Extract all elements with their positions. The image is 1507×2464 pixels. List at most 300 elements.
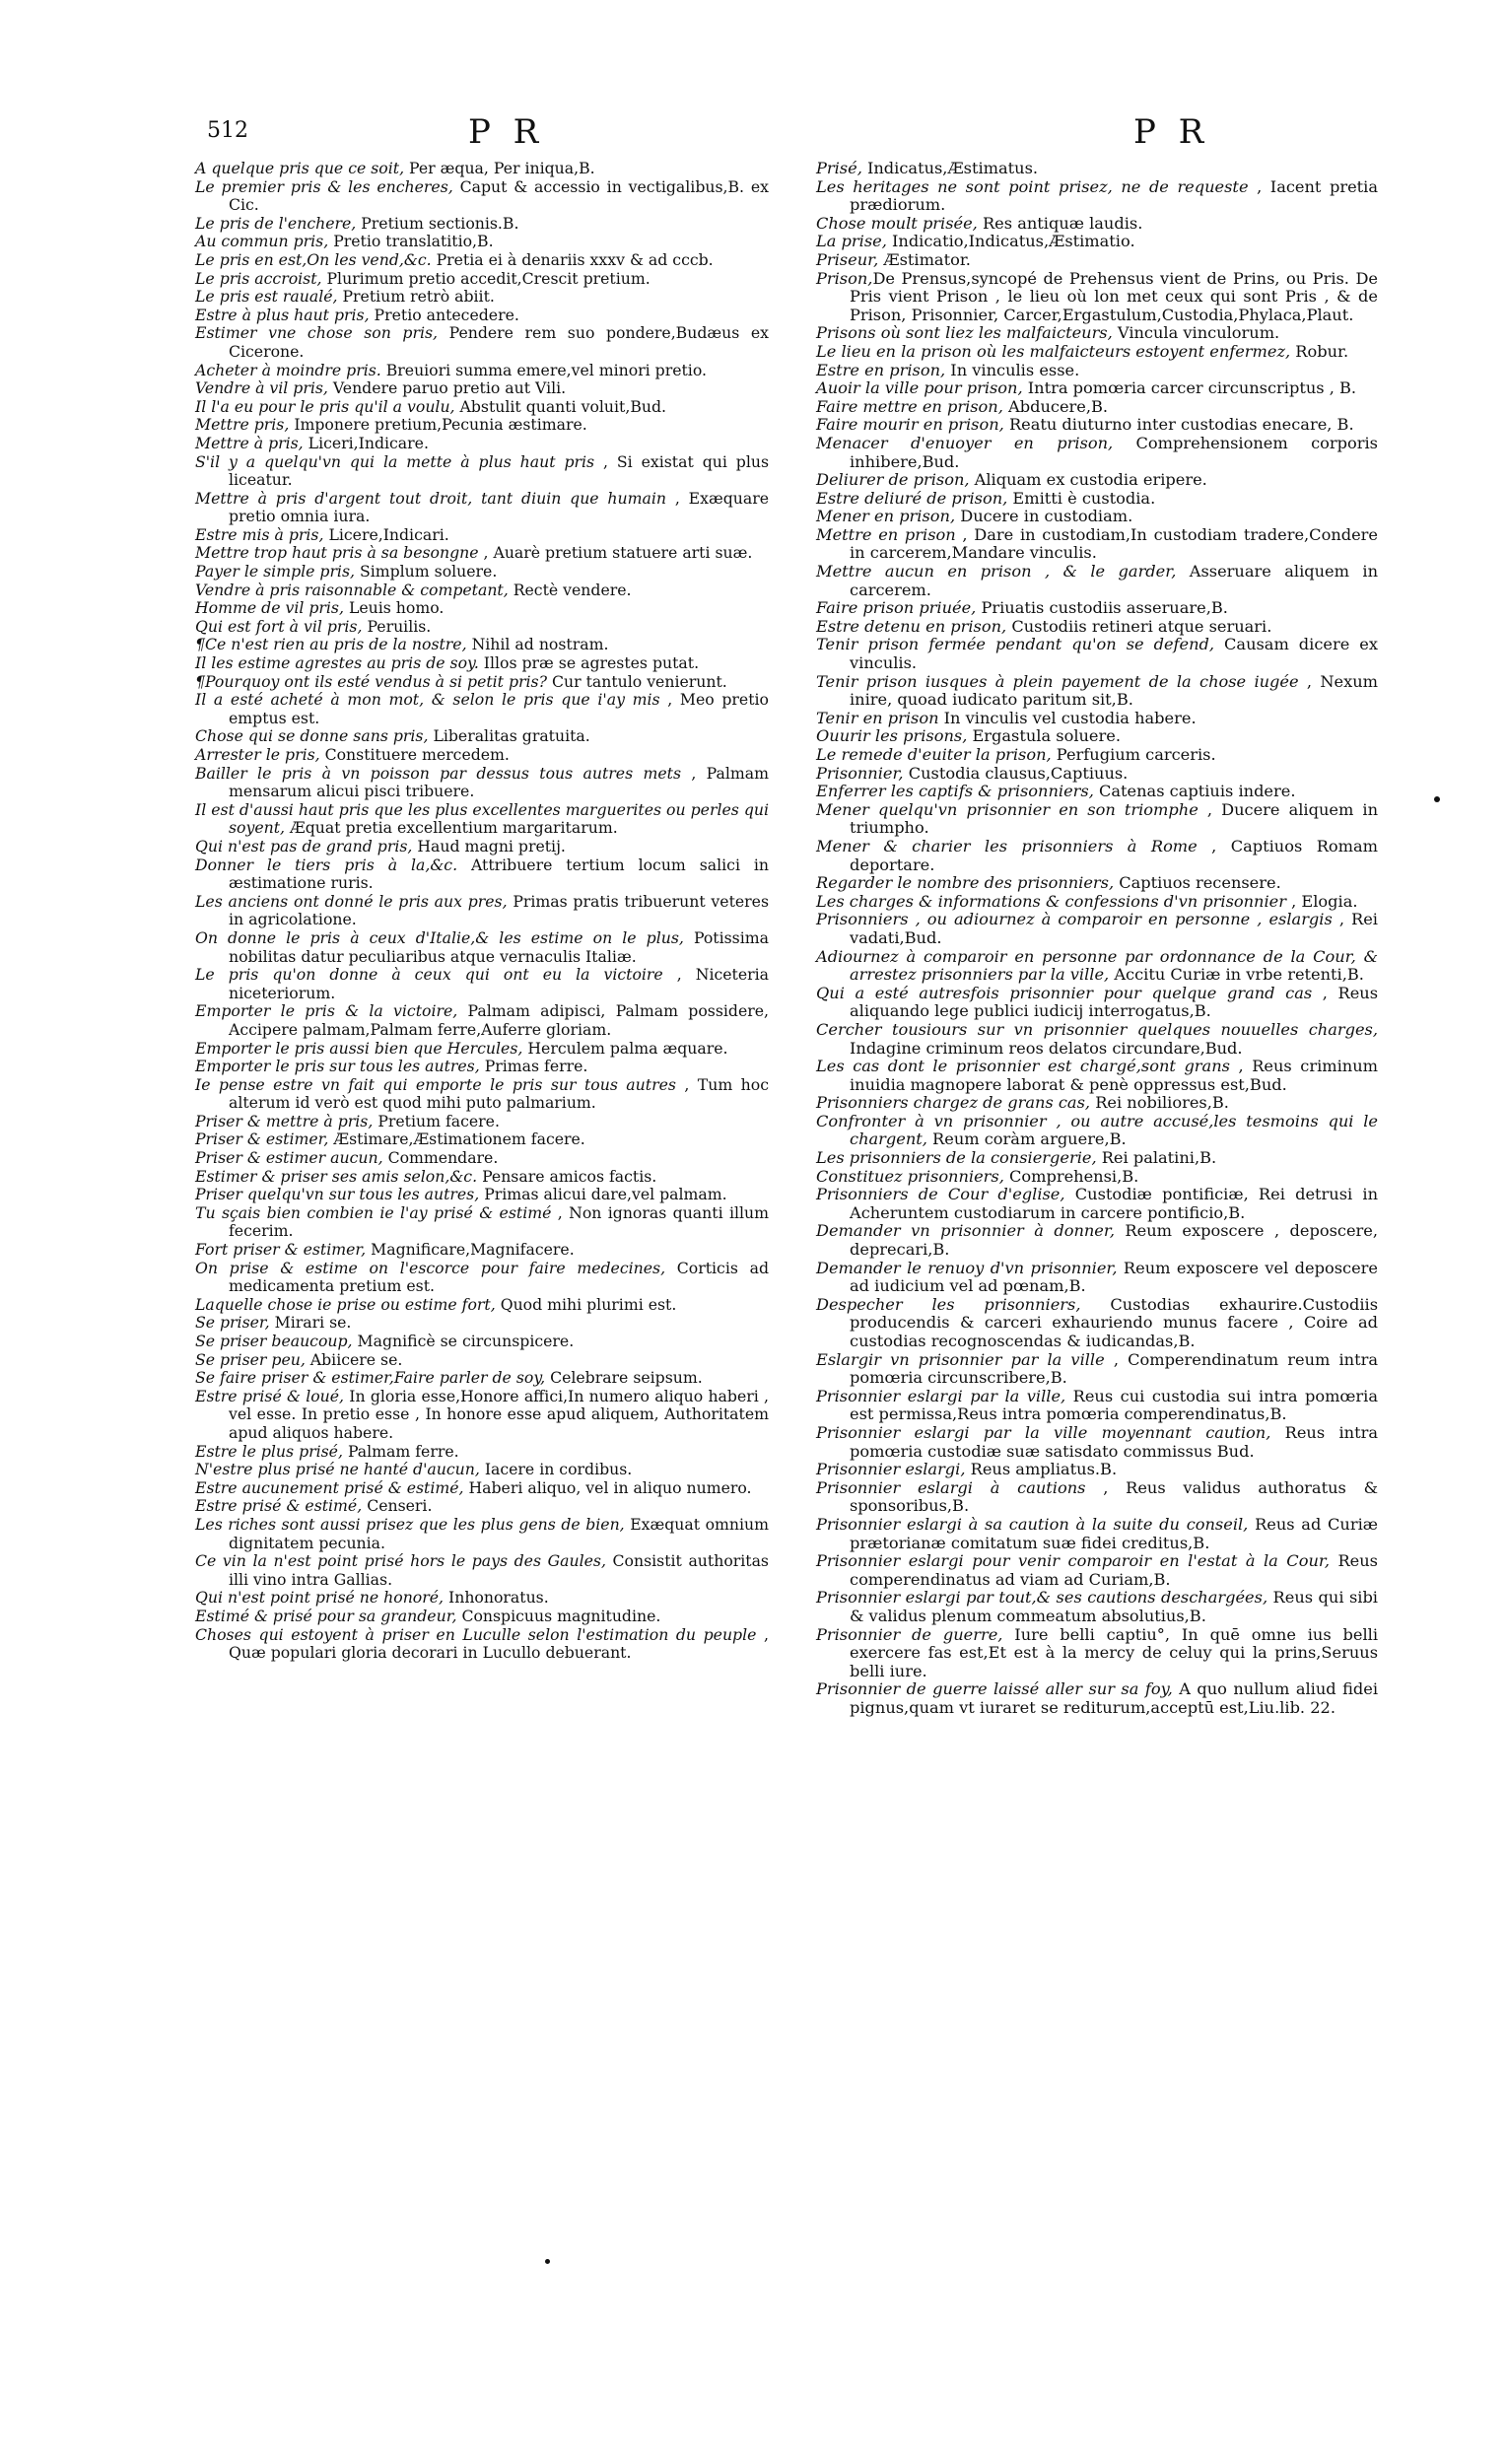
entry-translation: Reum coràm arguere,B.: [926, 1129, 1127, 1149]
entry-translation: Rei palatini,B.: [1096, 1148, 1217, 1168]
entry-translation: Leuis homo.: [343, 598, 445, 618]
dictionary-entry: [195, 1351, 769, 1370]
dictionary-entry: [195, 1314, 769, 1333]
dictionary-entry: [816, 801, 1378, 838]
entry-translation: , Non ignoras quanti illum fecerim.: [229, 1202, 769, 1241]
dictionary-entry: [816, 270, 1378, 325]
dictionary-entry: [195, 1479, 769, 1498]
entry-headword: Eslargir vn prisonnier par la ville: [816, 1349, 1105, 1369]
entry-translation: , Palmam mensarum alicui pisci tribuere.: [229, 763, 769, 801]
dictionary-entry: [816, 727, 1378, 746]
entry-translation: Conspicuus magnitudine.: [456, 1606, 661, 1625]
dictionary-entry: [816, 1552, 1378, 1589]
entry-translation: Captiuos recensere.: [1114, 873, 1281, 893]
dictionary-entry: [816, 362, 1378, 380]
dictionary-entry: [816, 838, 1378, 874]
entry-headword: Tu sçais bien combien ie l'ay prisé & estimé: [195, 1202, 552, 1222]
dictionary-entry: [195, 801, 769, 838]
entry-translation: Emitti è custodia.: [1007, 488, 1156, 508]
dictionary-entry: [195, 1626, 769, 1663]
entry-translation: , Captiuos Romam deportare.: [850, 836, 1378, 874]
entry-translation: , Ducere aliquem in triumpho.: [850, 799, 1378, 838]
entry-headword: Arrester le pris,: [195, 745, 320, 764]
entry-headword: Le pris est raualé,: [195, 287, 338, 307]
entry-translation: Magnificare,Magnifacere.: [366, 1240, 575, 1260]
dictionary-entry: [816, 1479, 1378, 1516]
entry-translation: Iure belli captiu°, In quē omne ius belli exercere fas est,Et est à la mercy de celuy qui la prins,Seruus belli iure.: [850, 1624, 1378, 1680]
entry-translation: , Comperendinatum reum intra pomœria circunscribere,B.: [850, 1349, 1378, 1388]
entry-translation: Magnificè se circunspicere.: [352, 1332, 575, 1350]
entry-translation: , Niceteria niceteriorum.: [229, 965, 769, 1002]
entry-headword: Mettre aucun en prison , & le garder,: [816, 562, 1177, 582]
entry-translation: Pretio translatitio,B.: [328, 232, 494, 251]
dictionary-entry: [816, 251, 1378, 270]
running-head-left: P R: [468, 112, 545, 152]
entry-translation: In vinculis esse.: [945, 360, 1080, 379]
entry-headword: Le pris de l'enchere,: [195, 213, 357, 233]
entry-headword: Prisonnier eslargi par tout,& ses cautions deschargées,: [816, 1588, 1268, 1608]
entry-headword: Tenir prison fermée pendant qu'on se defend,: [816, 635, 1215, 654]
entry-headword: Laquelle chose ie prise ou estime fort,: [195, 1294, 496, 1314]
entry-headword: Faire mettre en prison,: [816, 396, 1003, 416]
dictionary-entry: [816, 1351, 1378, 1388]
entry-translation: Æquat pretia excellentium margaritarum.: [285, 818, 618, 838]
entry-translation: Perfugium carceris.: [1051, 745, 1216, 764]
entry-translation: Indicatus,Æstimatus.: [861, 159, 1039, 177]
entry-headword: Emporter le pris aussi bien que Hercules,: [195, 1038, 523, 1058]
entry-translation: Plurimum pretio accedit,Crescit pretium.: [321, 268, 651, 288]
entry-headword: Le pris en est,On les vend,&c.: [195, 249, 432, 269]
dictionary-entry: [195, 1552, 769, 1589]
entry-headword: Enferrer les captifs & prisonniers,: [816, 782, 1094, 801]
entry-headword: Qui n'est point prisé ne honoré,: [195, 1588, 445, 1608]
entry-headword: Il est d'aussi haut pris que les plus excellentes marguerites ou perles qui soyent,: [195, 799, 769, 838]
entry-headword: Prisonnier,: [816, 763, 904, 783]
entry-translation: Reus ad Curiæ prætorianæ comitatum suæ fidei creditus,B.: [850, 1514, 1378, 1552]
dictionary-entry: [195, 1589, 769, 1608]
entry-translation: Pretia ei à denariis xxxv & ad cccb.: [431, 249, 714, 269]
entry-headword: Donner le tiers pris à la,&c.: [195, 855, 458, 874]
entry-headword: Estre en prison,: [816, 360, 946, 379]
dictionary-entry: [195, 544, 769, 563]
entry-translation: Peruilis.: [362, 616, 432, 636]
entry-translation: , Tum hoc alterum id verò est quod mihi puto palmarium.: [229, 1074, 769, 1113]
entry-translation: Robur.: [1290, 341, 1349, 361]
entry-headword: Acheter à moindre pris.: [195, 360, 381, 379]
dictionary-entry: [816, 324, 1378, 343]
dictionary-entry: [195, 582, 769, 600]
entry-translation: , Elogia.: [1285, 891, 1358, 911]
entry-headword: Prisonnier eslargi par la ville moyennant caution,: [816, 1422, 1271, 1442]
dictionary-entry: [195, 966, 769, 1002]
entry-headword: Prison,: [816, 268, 873, 288]
dictionary-entry: [195, 1113, 769, 1131]
entry-translation: , Rei vadati,Bud.: [850, 910, 1378, 947]
entry-headword: Demander vn prisonnier à donner,: [816, 1221, 1115, 1241]
dictionary-entry: [816, 1021, 1378, 1058]
entry-headword: Prisonniers , ou adiournez à comparoir en personne , eslargis: [816, 910, 1333, 929]
entry-headword: Estre aucunement prisé & estimé,: [195, 1477, 464, 1497]
dictionary-entry: [816, 1058, 1378, 1094]
stray-mark: [1434, 796, 1440, 802]
dictionary-entry: [195, 270, 769, 289]
dictionary-entry: [816, 1424, 1378, 1461]
entry-translation: Licere,Indicari.: [323, 524, 449, 544]
entry-translation: Comprehensionem corporis inhibere,Bud.: [850, 433, 1378, 471]
dictionary-entry: [195, 416, 769, 435]
dictionary-entry: [816, 160, 1378, 178]
entry-translation: Abiicere se.: [305, 1349, 403, 1369]
entry-translation: Æstimare,Æstimationem facere.: [328, 1129, 585, 1149]
dictionary-entry: [195, 1040, 769, 1059]
entry-translation: Custodias exhaurire.Custodiis producendis & carceri exhauriendo munus facere , Coire ad custodias recognoscendas & iudicandas,B.: [850, 1294, 1378, 1350]
entry-translation: , Reus validus authoratus & sponsoribus,B.: [850, 1477, 1378, 1516]
entry-headword: Payer le simple pris,: [195, 562, 355, 582]
dictionary-entry: [816, 673, 1378, 710]
dictionary-entry: [195, 1260, 769, 1296]
entry-headword: Prisonnier eslargi pour venir comparoir en l'estat à la Cour,: [816, 1551, 1330, 1571]
entry-headword: Priser & estimer aucun,: [195, 1148, 383, 1168]
dictionary-entry: [195, 654, 769, 673]
entry-translation: A quo nullum aliud fidei pignus,quam vt iuraret se rediturum,acceptū est,Liu.lib. 22.: [850, 1679, 1378, 1717]
entry-headword: Estimé & prisé pour sa grandeur,: [195, 1606, 457, 1625]
entry-headword: Despecher les prisonniers,: [816, 1294, 1081, 1314]
dictionary-entry: [195, 1076, 769, 1113]
entry-headword: Qui a esté autresfois prisonnier pour quelque grand cas: [816, 983, 1313, 1002]
entry-headword: Menacer d'enuoyer en prison,: [816, 433, 1114, 452]
entry-headword: On prise & estime on l'escorce pour faire medecines,: [195, 1258, 666, 1277]
entry-translation: Exæquat omnium dignitatem pecunia.: [229, 1514, 769, 1552]
entry-headword: Faire prison priuée,: [816, 598, 977, 618]
dictionary-entry: [816, 1186, 1378, 1222]
dictionary-entry: [195, 893, 769, 929]
entry-headword: Fort priser & estimer,: [195, 1240, 367, 1260]
entry-headword: Adiournez à comparoir en personne par ordonnance de la Cour, & arrestez prisonniers par la ville,: [816, 946, 1378, 985]
dictionary-entry: [816, 398, 1378, 417]
dictionary-entry: [195, 526, 769, 545]
entry-headword: Au commun pris,: [195, 232, 329, 251]
dictionary-entry: [816, 636, 1378, 672]
entry-headword: Qui est fort à vil pris,: [195, 616, 363, 636]
entry-headword: Ce vin la n'est point prisé hors le pays des Gaules,: [195, 1551, 606, 1571]
entry-translation: Mirari se.: [269, 1313, 352, 1333]
entry-translation: Haud magni pretij.: [412, 836, 566, 856]
entry-translation: Vendere paruo pretio aut Vili.: [327, 378, 567, 398]
dictionary-entry: [195, 362, 769, 380]
entry-headword: Priser & estimer,: [195, 1129, 329, 1149]
entry-translation: , Reus aliquando lege publici iudicij interrogatus,B.: [850, 983, 1379, 1021]
entry-translation: Palmam ferre.: [342, 1441, 459, 1461]
entry-translation: Custodia clausus,Captiuus.: [903, 763, 1129, 783]
dictionary-entry: [195, 288, 769, 307]
entry-translation: Pretium sectionis.B.: [356, 213, 519, 233]
dictionary-entry: [816, 1222, 1378, 1259]
entry-headword: Le premier pris & les encheres,: [195, 176, 453, 196]
dictionary-entry: [195, 929, 769, 966]
dictionary-entry: [195, 398, 769, 417]
dictionary-entry: [816, 1461, 1378, 1479]
entry-headword: Priser & mettre à pris,: [195, 1111, 374, 1130]
entry-translation: Caput & accessio in vectigalibus,B. ex Cic.: [229, 176, 769, 215]
dictionary-entry: [816, 526, 1378, 563]
dictionary-entry: [195, 215, 769, 234]
entry-translation: Pretium retrò abiit.: [337, 287, 495, 307]
dictionary-entry: [816, 1260, 1378, 1296]
dictionary-entry: [816, 1113, 1378, 1149]
dictionary-entry: [816, 508, 1378, 526]
entry-translation: , Exæquare pretio omnia iura.: [229, 488, 769, 526]
entry-translation: Æstimator.: [878, 249, 971, 269]
dictionary-entry: [195, 1241, 769, 1260]
dictionary-entry: [195, 1369, 769, 1388]
entry-headword: On donne le pris à ceux d'Italie,& les estime on le plus,: [195, 927, 684, 947]
dictionary-entry: [195, 1388, 769, 1443]
dictionary-entry: [195, 636, 769, 654]
entry-headword: Chose moult prisée,: [816, 213, 978, 233]
entry-translation: Custodiæ pontificiæ, Rei detrusi in Acheruntem custodiarum in carcere pontificio,B.: [850, 1185, 1378, 1222]
entry-headword: Qui n'est pas de grand pris,: [195, 836, 413, 856]
entry-translation: Indicatio,Indicatus,Æstimatio.: [886, 232, 1135, 251]
entry-translation: Reus intra pomœria custodiæ suæ satisdato commissus Bud.: [850, 1422, 1378, 1461]
dictionary-entry: [195, 1168, 769, 1187]
dictionary-entry: [195, 838, 769, 856]
dictionary-entry: [195, 599, 769, 618]
entry-headword: Demander le renuoy d'vn prisonnier,: [816, 1258, 1118, 1277]
entry-headword: Tenir en prison: [816, 708, 939, 727]
entry-headword: Estre à plus haut pris,: [195, 305, 370, 324]
entry-headword: S'il y a quelqu'vn qui la mette à plus haut pris: [195, 451, 595, 471]
entry-headword: Prisons où sont liez les malfaicteurs,: [816, 323, 1113, 343]
dictionary-entry: [816, 710, 1378, 728]
entry-translation: Abstulit quanti voluit,Bud.: [454, 396, 666, 416]
dictionary-entry: [195, 251, 769, 270]
entry-translation: Potissima nobilitas datur peculiaribus atque vernaculis Italiæ.: [229, 927, 769, 966]
entry-headword: La prise,: [816, 232, 887, 251]
entry-headword: N'estre plus prisé ne hanté d'aucun,: [195, 1460, 480, 1479]
entry-headword: Regarder le nombre des prisonniers,: [816, 873, 1115, 893]
entry-translation: Liceri,Indicare.: [303, 433, 429, 452]
dictionary-entry: [195, 1608, 769, 1626]
dictionary-entry: [816, 783, 1378, 801]
entry-translation: , Si existat qui plus liceatur.: [229, 451, 769, 490]
entry-translation: Reus cui custodia sui intra pomœria est permissa,Reus intra pomœria comperendinatus,B.: [850, 1386, 1378, 1424]
entry-translation: Herculem palma æquare.: [522, 1038, 728, 1058]
dictionary-entry: [816, 1094, 1378, 1113]
dictionary-entry: [816, 416, 1378, 435]
entry-headword: Mener & charier les prisonniers à Rome: [816, 836, 1198, 856]
page-number: 512: [207, 118, 248, 143]
dictionary-entry: [816, 1388, 1378, 1424]
entry-headword: Mettre pris,: [195, 415, 290, 435]
dictionary-entry: [195, 435, 769, 453]
entry-translation: Accitu Curiæ in vrbe retenti,B.: [1109, 965, 1364, 985]
entry-headword: Prisonnier eslargi par la ville,: [816, 1386, 1066, 1405]
entry-translation: Vincula vinculorum.: [1112, 323, 1280, 343]
entry-translation: Indagine criminum reos delatos circundare,Bud.: [850, 1038, 1243, 1058]
entry-headword: Il les estime agrestes au pris de soy.: [195, 653, 479, 673]
entry-translation: , Nexum inire, quoad iudicato paritum sit,B.: [850, 671, 1378, 710]
entry-headword: Auoir la ville pour prison,: [816, 378, 1023, 398]
dictionary-entry: [816, 563, 1378, 599]
dictionary-entry: [816, 1149, 1378, 1168]
entry-translation: Reus ampliatus.B.: [965, 1460, 1118, 1479]
entry-translation: , Auarè pretium statuere arti suæ.: [478, 543, 753, 563]
entry-headword: Les cas dont le prisonnier est chargé,sont grans: [816, 1057, 1230, 1076]
entry-headword: Les heritages ne sont point prisez, ne de requeste: [816, 176, 1249, 196]
entry-translation: , Meo pretio emptus est.: [229, 690, 769, 727]
entry-headword: Estimer vne chose son pris,: [195, 323, 438, 343]
entry-headword: Cercher tousiours sur vn prisonnier quelques nouuelles charges,: [816, 1019, 1378, 1039]
entry-headword: Mettre à pris,: [195, 433, 304, 452]
entry-headword: Prisé,: [816, 159, 862, 177]
entry-headword: Mettre trop haut pris à sa besongne: [195, 543, 479, 563]
dictionary-entry: [816, 874, 1378, 893]
dictionary-entry: [816, 490, 1378, 509]
entry-translation: Pendere rem suo pondere,Budæus ex Cicerone.: [229, 323, 769, 361]
dictionary-entry: [195, 324, 769, 361]
entry-headword: Prisonnier eslargi,: [816, 1460, 966, 1479]
entry-headword: Vendre à vil pris,: [195, 378, 328, 398]
dictionary-entry: [816, 1168, 1378, 1187]
entry-translation: Primas pratis tribuerunt veteres in agricolatione.: [229, 891, 770, 929]
dictionary-entry: [816, 985, 1378, 1021]
dictionary-entry: [195, 727, 769, 746]
entry-translation: Reum exposcere , deposcere, deprecari,B.: [850, 1221, 1378, 1260]
dictionary-entry: [816, 765, 1378, 784]
entry-headword: Le pris qu'on donne à ceux qui ont eu la victoire: [195, 965, 663, 985]
entry-translation: Res antiquæ laudis.: [977, 213, 1143, 233]
entry-headword: Ie pense estre vn fait qui emporte le pris sur tous autres: [195, 1074, 676, 1094]
dictionary-entry: [195, 1497, 769, 1516]
entry-headword: Faire mourir en prison,: [816, 415, 1004, 435]
entry-headword: Priseur,: [816, 249, 879, 269]
entry-headword: Constituez prisonniers,: [816, 1166, 1004, 1186]
dictionary-entry: [195, 618, 769, 637]
entry-headword: Prisonnier de guerre laissé aller sur sa foy,: [816, 1679, 1173, 1699]
entry-translation: Rei nobiliores,B.: [1090, 1093, 1229, 1113]
entry-translation: Pensare amicos factis.: [477, 1166, 657, 1186]
entry-headword: Se faire priser & estimer,Faire parler de soy,: [195, 1368, 546, 1388]
entry-headword: Bailler le pris à vn poisson par dessus tous autres mets: [195, 763, 681, 783]
entry-translation: , Quæ populari gloria decorari in Lucullo debuerant.: [229, 1624, 769, 1663]
entry-translation: Breuiori summa emere,vel minori pretio.: [380, 360, 707, 379]
entry-translation: Reus qui sibi & validus plenum commeatum absolutius,B.: [850, 1588, 1378, 1625]
entry-translation: Ducere in custodiam.: [955, 507, 1133, 526]
running-head-right: P R: [1133, 112, 1210, 152]
dictionary-entry: [195, 178, 769, 215]
entry-headword: Mener quelqu'vn prisonnier en son triomphe: [816, 799, 1199, 819]
entry-headword: Prisonnier eslargi à cautions: [816, 1477, 1086, 1497]
entry-translation: Ergastula soluere.: [967, 726, 1121, 746]
dictionary-entry: [816, 1589, 1378, 1625]
dictionary-entry: [195, 563, 769, 582]
entry-translation: , Iacent pretia prædiorum.: [850, 176, 1378, 215]
entry-translation: Priuatis custodiis asseruare,B.: [976, 598, 1228, 618]
entry-headword: Se priser beaucoup,: [195, 1332, 353, 1350]
dictionary-entry: [816, 379, 1378, 398]
dictionary-entry: [195, 746, 769, 765]
entry-translation: Liberalitas gratuita.: [428, 726, 590, 746]
entry-headword: Mettre en prison: [816, 524, 956, 544]
entry-headword: Estre le plus prisé,: [195, 1441, 343, 1461]
dictionary-entry: [195, 307, 769, 325]
dictionary-entry: [195, 1443, 769, 1462]
entry-headword: Se priser,: [195, 1313, 270, 1333]
dictionary-entry: [195, 1186, 769, 1204]
dictionary-entry: [816, 1680, 1378, 1717]
entry-headword: Se priser peu,: [195, 1349, 306, 1369]
dictionary-entry: [816, 471, 1378, 490]
dictionary-entry: [195, 765, 769, 801]
entry-headword: Estre prisé & loué,: [195, 1386, 345, 1405]
entry-translation: Reus comperendinatus ad viam ad Curiam,B.: [850, 1551, 1378, 1589]
entry-translation: Custodiis retineri atque seruari.: [1006, 616, 1272, 636]
dictionary-entry: [816, 1516, 1378, 1552]
dictionary-entry: [195, 691, 769, 727]
dictionary-entry: [816, 178, 1378, 215]
entry-translation: Quod mihi plurimi est.: [495, 1294, 677, 1314]
entry-headword: Estre deliuré de prison,: [816, 488, 1008, 508]
entry-translation: In gloria esse,Honore affici,In numero aliquo haberi , vel esse. In pretio esse , In honore esse apud aliquem, Authoritatem apud aliquos habere.: [229, 1386, 769, 1442]
entry-headword: Prisonniers de Cour d'eglise,: [816, 1185, 1065, 1204]
entry-translation: , Reus criminum inuidia magnopere laborat & penè oppressus est,Bud.: [850, 1057, 1378, 1094]
entry-translation: , Dare in custodiam,In custodiam tradere,Condere in carcerem,Mandare vinculis.: [850, 524, 1378, 563]
entry-headword: Estimer & priser ses amis selon,&c.: [195, 1166, 478, 1186]
dictionary-entry: [816, 893, 1378, 912]
entry-headword: Chose qui se donne sans pris,: [195, 726, 429, 746]
dictionary-entry: [195, 379, 769, 398]
entry-headword: Estre prisé & estimé,: [195, 1496, 363, 1516]
entry-headword: Deliurer de prison,: [816, 470, 970, 490]
entry-translation: Cur tantulo venierunt.: [547, 671, 727, 691]
entry-translation: Simplum soluere.: [355, 562, 498, 582]
entry-headword: Le pris accroist,: [195, 268, 322, 288]
dictionary-entry: [195, 1204, 769, 1241]
dictionary-entry: [816, 435, 1378, 471]
entry-translation: Commendare.: [382, 1148, 499, 1168]
entry-translation: Abducere,B.: [1002, 396, 1109, 416]
entry-translation: Corticis ad medicamenta pretium est.: [229, 1258, 769, 1296]
dictionary-entry: [816, 746, 1378, 765]
dictionary-entry: [816, 1626, 1378, 1681]
dictionary-entry: [195, 1516, 769, 1552]
entry-headword: Confronter à vn prisonnier , ou autre accusé,les tesmoins qui le chargent,: [816, 1111, 1378, 1149]
entry-headword: Emporter le pris sur tous les autres,: [195, 1057, 480, 1076]
entry-translation: Reatu diuturno inter custodias enecare, B.: [1003, 415, 1354, 435]
entry-headword: Le lieu en la prison où les malfaicteurs estoyent enfermez,: [816, 341, 1291, 361]
entry-translation: Comprehensi,B.: [1003, 1166, 1139, 1186]
entry-headword: Les charges & informations & confessions d'vn prisonnier: [816, 891, 1286, 911]
entry-translation: Asseruare aliquem in carcerem.: [850, 562, 1378, 599]
entry-translation: Censeri.: [362, 1496, 433, 1516]
entry-headword: Emporter le pris & la victoire,: [195, 1001, 458, 1021]
entry-headword: Il l'a eu pour le pris qu'il a voulu,: [195, 396, 455, 416]
entry-translation: Causam dicere ex vinculis.: [850, 635, 1379, 673]
entry-headword: Ouurir les prisons,: [816, 726, 968, 746]
page-header: [197, 112, 1370, 158]
dictionary-entry: [816, 215, 1378, 234]
entry-headword: Tenir prison iusques à plein payement de la chose iugée: [816, 671, 1299, 691]
dictionary-entry: [195, 1296, 769, 1315]
dictionary-entry: [195, 1058, 769, 1076]
entry-headword: Il a esté acheté à mon mot, & selon le pris que i'ay mis: [195, 690, 660, 710]
entry-translation: Pretio antecedere.: [369, 305, 519, 324]
stray-mark: [545, 2259, 550, 2264]
entry-headword: Mettre à pris d'argent tout droit, tant diuin que humain: [195, 488, 666, 508]
entry-headword: Estre mis à pris,: [195, 524, 324, 544]
entry-headword: Le remede d'euiter la prison,: [816, 745, 1052, 764]
entry-headword: Vendre à pris raisonnable & competant,: [195, 580, 509, 599]
